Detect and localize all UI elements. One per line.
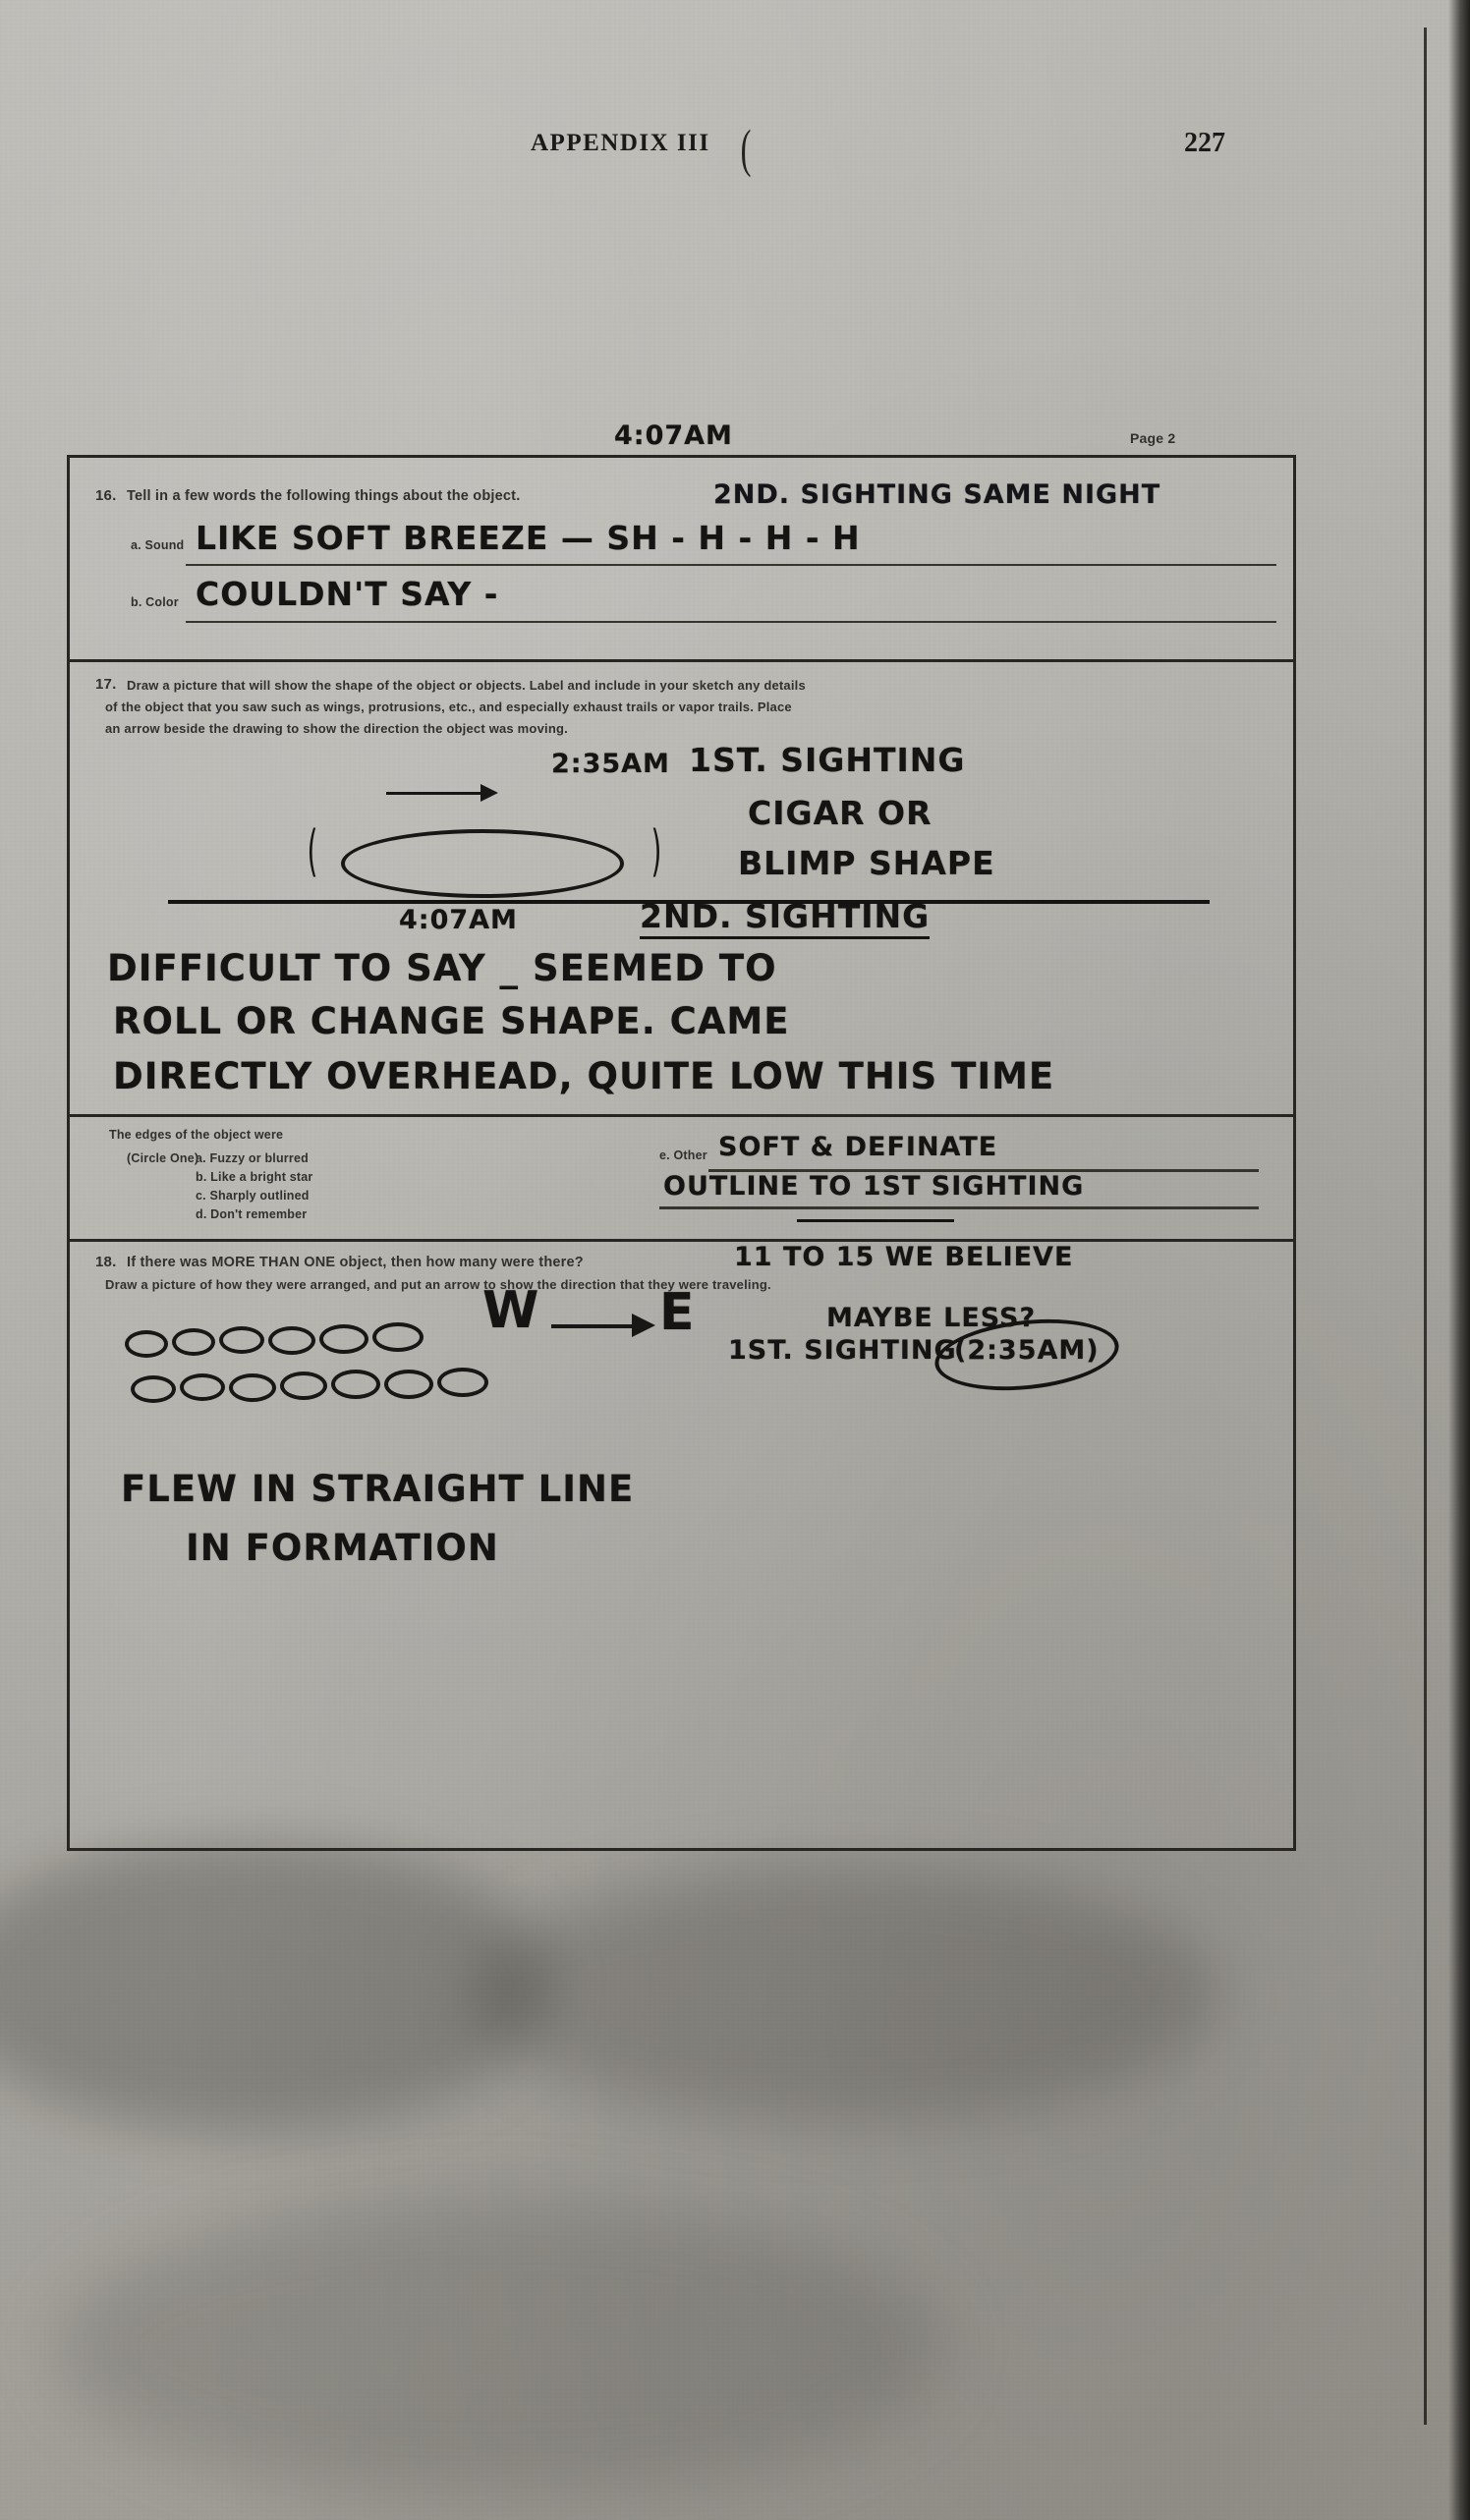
direction-west-label: W: [482, 1281, 540, 1340]
formation-object: [125, 1330, 168, 1358]
scan-highlight: [39, 79, 334, 275]
page-right-edge: [1448, 0, 1470, 2520]
formation-object: [372, 1322, 424, 1352]
question-16b-answer: COULDN'T SAY -: [196, 575, 499, 613]
page-number: 227: [1184, 128, 1225, 158]
edges-other-answer-line2: OUTLINE TO 1ST SIGHTING: [663, 1171, 1085, 1202]
sketch-left-paren: (: [307, 819, 318, 883]
scan-smudge: [59, 2201, 943, 2495]
west-east-arrow-shaft: [551, 1324, 638, 1328]
form-divider-1: [70, 659, 1293, 662]
question-18-text-line1: If there was MORE THAN ONE object, then how many were there?: [127, 1255, 584, 1270]
object-count-qualifier: MAYBE LESS?: [826, 1303, 1037, 1333]
formation-object: [280, 1372, 327, 1400]
questionnaire-form: [67, 455, 1296, 1851]
second-sighting-time: 4:07AM: [399, 905, 518, 935]
edges-option-a[interactable]: a. Fuzzy or blurred: [196, 1151, 309, 1165]
formation-note-line1: FLEW IN STRAIGHT LINE: [121, 1468, 635, 1510]
edges-other-answer-line1: SOFT & DEFINATE: [718, 1132, 998, 1162]
answer-rule-16a: [186, 564, 1276, 566]
second-sighting-margin-note: 2ND. SIGHTING SAME NIGHT: [713, 479, 1161, 510]
second-sighting-desc-line3: DIRECTLY OVERHEAD, QUITE LOW THIS TIME: [113, 1055, 1055, 1097]
shape-desc-line1: CIGAR OR: [748, 794, 933, 832]
formation-object: [319, 1324, 368, 1354]
formation-note-line2: IN FORMATION: [186, 1527, 499, 1569]
first-sighting-formation-label: 1ST. SIGHTING: [728, 1335, 957, 1366]
edges-option-e-label[interactable]: e. Other: [659, 1148, 707, 1162]
direction-arrow-shaft: [386, 792, 484, 795]
header-paren-mark: (: [740, 119, 752, 178]
form-page-marker: Page 2: [1130, 430, 1176, 446]
west-east-arrow-head: [632, 1314, 655, 1337]
question-17-number: 17.: [95, 676, 117, 693]
edges-option-d[interactable]: d. Don't remember: [196, 1207, 308, 1221]
first-sighting-time: 2:35AM: [551, 749, 670, 779]
answer-rule-16b: [186, 621, 1276, 623]
formation-object: [131, 1375, 176, 1403]
direction-arrow-head: [481, 784, 498, 802]
shape-desc-line2: BLIMP SHAPE: [738, 844, 995, 882]
direction-east-label: E: [659, 1283, 696, 1342]
first-sighting-label: 1ST. SIGHTING: [689, 741, 966, 779]
cigar-shape-sketch: [341, 829, 624, 898]
object-count-answer: 11 TO 15 WE BELIEVE: [734, 1242, 1074, 1272]
edges-option-c[interactable]: c. Sharply outlined: [196, 1189, 310, 1203]
question-16a-label: a. Sound: [131, 538, 185, 552]
second-sighting-label: 2ND. SIGHTING: [640, 897, 930, 939]
question-18-text-line2: Draw a picture of how they were arranged, and put an arrow to show the direction that they were traveling.: [105, 1277, 771, 1292]
appendix-header: APPENDIX III: [531, 130, 710, 156]
question-17-text-line3: an arrow beside the drawing to show the direction the object was moving.: [105, 721, 568, 736]
formation-object: [268, 1326, 315, 1355]
formation-object: [437, 1368, 488, 1397]
scan-smudge: [472, 1867, 1218, 2122]
question-17-text-line2: of the object that you saw such as wings, protrusions, etc., and especially exhaust trails or vapor trails. Place: [105, 700, 792, 714]
formation-object: [180, 1373, 225, 1401]
formation-object: [229, 1373, 276, 1402]
scan-smudge: [0, 1837, 550, 2132]
edges-instruction: (Circle One): [127, 1151, 199, 1165]
sketch-right-paren: ): [650, 819, 662, 883]
question-16a-answer: LIKE SOFT BREEZE — SH - H - H - H: [196, 519, 861, 557]
second-sighting-desc-line1: DIFFICULT TO SAY _ SEEMED TO: [107, 947, 777, 989]
edges-option-b[interactable]: b. Like a bright star: [196, 1170, 313, 1184]
page-edge-line: [1424, 28, 1427, 2425]
formation-object: [219, 1326, 264, 1354]
first-sighting-formation-time: (2:35AM): [954, 1335, 1100, 1366]
question-16b-label: b. Color: [131, 595, 179, 609]
question-17-text-line1: Draw a picture that will show the shape of the object or objects. Label and include in your sketch any details: [127, 678, 806, 693]
question-16-number: 16.: [95, 487, 117, 504]
edges-prompt: The edges of the object were: [109, 1128, 284, 1142]
second-sighting-desc-line2: ROLL OR CHANGE SHAPE. CAME: [113, 1000, 790, 1042]
formation-object: [331, 1370, 380, 1399]
question-18-number: 18.: [95, 1254, 117, 1270]
formation-object: [384, 1370, 433, 1399]
formation-object: [172, 1328, 215, 1356]
edges-other-rule-2: [659, 1206, 1259, 1209]
top-time-annotation: 4:07AM: [614, 420, 733, 451]
form-divider-2: [70, 1114, 1293, 1117]
form-divider-3: [70, 1239, 1293, 1242]
question-16-text: Tell in a few words the following things about the object.: [127, 488, 521, 504]
edges-underline-stroke: [797, 1219, 954, 1222]
